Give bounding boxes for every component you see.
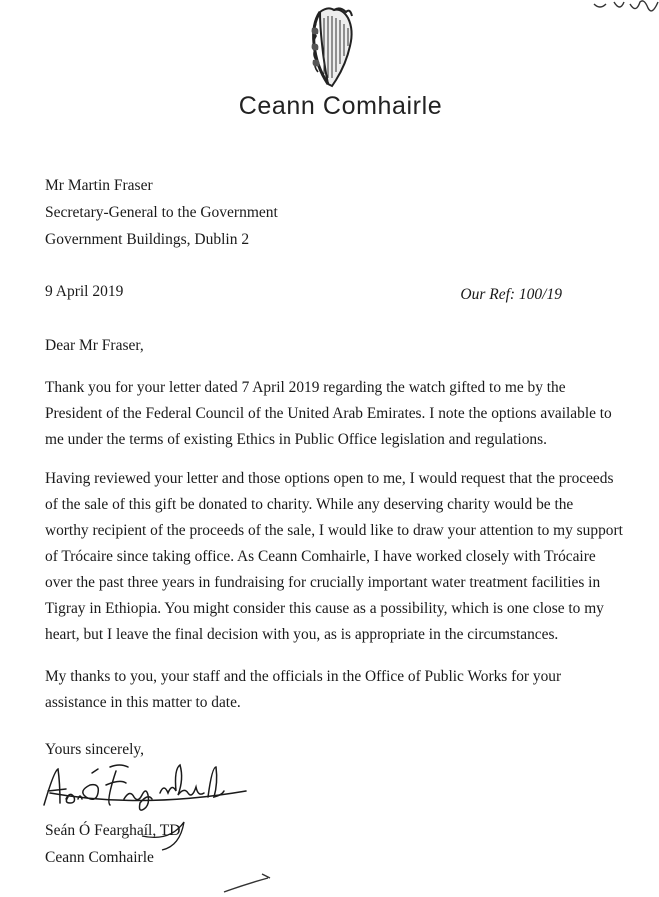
- text-line: over the past three years in fundraising for crucially important water treatment facilities in: [45, 574, 601, 591]
- corner-handwritten-mark: [590, 0, 659, 22]
- handwritten-signature: [40, 763, 250, 813]
- harp-icon: [298, 4, 364, 90]
- paragraph-2: [45, 466, 625, 648]
- text-line: Tigray in Ethiopia. You might consider this cause as a possibility, which is one close to my: [45, 600, 604, 617]
- text-line: Having reviewed your letter and those options open to me, I would request that the proceeds: [45, 470, 614, 487]
- text-line: of Trócaire since taking office. As Ceann Comhairle, I have worked closely with Trócaire: [45, 548, 596, 565]
- signer-title: Ceann Comhairle: [45, 849, 154, 866]
- salutation: Dear Mr Fraser,: [45, 337, 144, 354]
- paragraph-1: [45, 375, 625, 453]
- text-line: worthy recipient of the proceeds of the sale, I would like to draw your attention to my support: [45, 522, 623, 539]
- text-line: Thank you for your letter dated 7 April 2019 regarding the watch gifted to me by the: [45, 379, 566, 396]
- text-line: me under the terms of existing Ethics in Public Office legislation and regulations.: [45, 431, 547, 448]
- text-line: My thanks to you, your staff and the officials in the Office of Public Works for your: [45, 668, 562, 685]
- recipient-name: Mr Martin Fraser: [45, 177, 153, 194]
- signer-name: Seán Ó Fearghaíl, TD: [45, 822, 181, 839]
- reference-number: Our Ref: 100/19: [460, 286, 562, 303]
- text-line: of the sale of this gift be donated to charity. While any deserving charity would be the: [45, 496, 574, 513]
- recipient-address: Government Buildings, Dublin 2: [45, 231, 250, 248]
- office-title: Ceann Comhairle: [238, 92, 443, 120]
- recipient-position: Secretary-General to the Government: [45, 204, 278, 221]
- text-line: assistance in this matter to date.: [45, 694, 241, 711]
- closing: Yours sincerely,: [45, 741, 145, 758]
- text-line: heart, but I leave the final decision with you, as is appropriate in the circumstances.: [45, 626, 559, 643]
- letter-date: 9 April 2019: [45, 283, 124, 300]
- handwritten-mark: [222, 872, 274, 894]
- paragraph-3: [45, 664, 625, 716]
- text-line: President of the Federal Council of the United Arab Emirates. I note the options available to: [45, 405, 612, 422]
